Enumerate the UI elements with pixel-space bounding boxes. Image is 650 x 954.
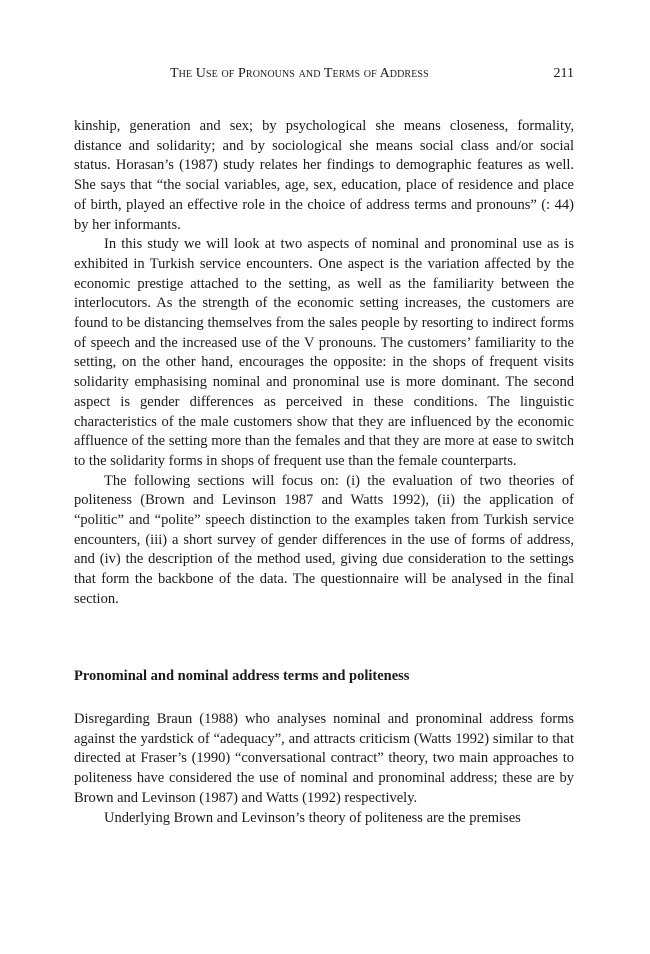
paragraph: Underlying Brown and Levinson’s theory of politeness are the premises [104,809,521,826]
paragraph: kinship, generation and sex; by psychological she means closeness, formality, distance and solidarity; and by sociological she means social class and/or social status. Horasan’s (1987) study relates her findings to demographic features as well. She says that “the social variables, age, sex, education, place of residence and place of birth, played an effective role in the choice of address terms and pronouns” (: 44) by her informants. [74,118,574,233]
body-text-bottom [74,710,574,828]
running-header [74,66,574,84]
paragraph: The following sections will focus on: (i) the evaluation of two theories of politeness (Brown and Levinson 1987 and Watts 1992), (ii) the application of “politic” and “polite” speech distinction to the examples taken from Turkish service encounters, (iii) a short survey of gender differences in the use of forms of address, and (iv) the description of the method used, giving due consideration to the settings that form the backbone of the data. The questionnaire will be analysed in the final section. [74,472,574,607]
page-number: 211 [553,66,574,81]
body-text-top [74,117,574,610]
section-heading: Pronominal and nominal address terms and politeness [74,668,410,684]
paragraph: In this study we will look at two aspects of nominal and pronominal use as is exhibited in Turkish service encounters. One aspect is the variation affected by the economic prestige attached to the setting, as well as the familiarity between the interlocutors. As the strength of the economic setting increases, the customers are found to be distancing themselves from the sales people by resorting to indirect forms of speech and the increased use of the V pronouns. The customers’ familiarity to the setting, on the other hand, encourages the opposite: in the shops of frequent visits solidarity emphasising nominal and pronominal use is more dominant. The second aspect is gender differences as perceived in these conditions. The linguistic characteristics of the male customers show that they are influenced by the economic affluence of the setting more than the females and that they are more at ease to switch to the solidarity forms in shops of frequent use than the female counterparts. [74,236,574,469]
paragraph: Disregarding Braun (1988) who analyses nominal and pronominal address forms against the yardstick of “adequacy”, and attracts criticism (Watts 1992) similar to that directed at Fraser’s (1990) “conversational contract” theory, two main approaches to politeness have considered the use of nominal and pronominal address; these are by Brown and Levinson (1987) and Watts (1992) respectively. [74,711,574,806]
running-title: The Use of Pronouns and Terms of Address [170,66,429,81]
